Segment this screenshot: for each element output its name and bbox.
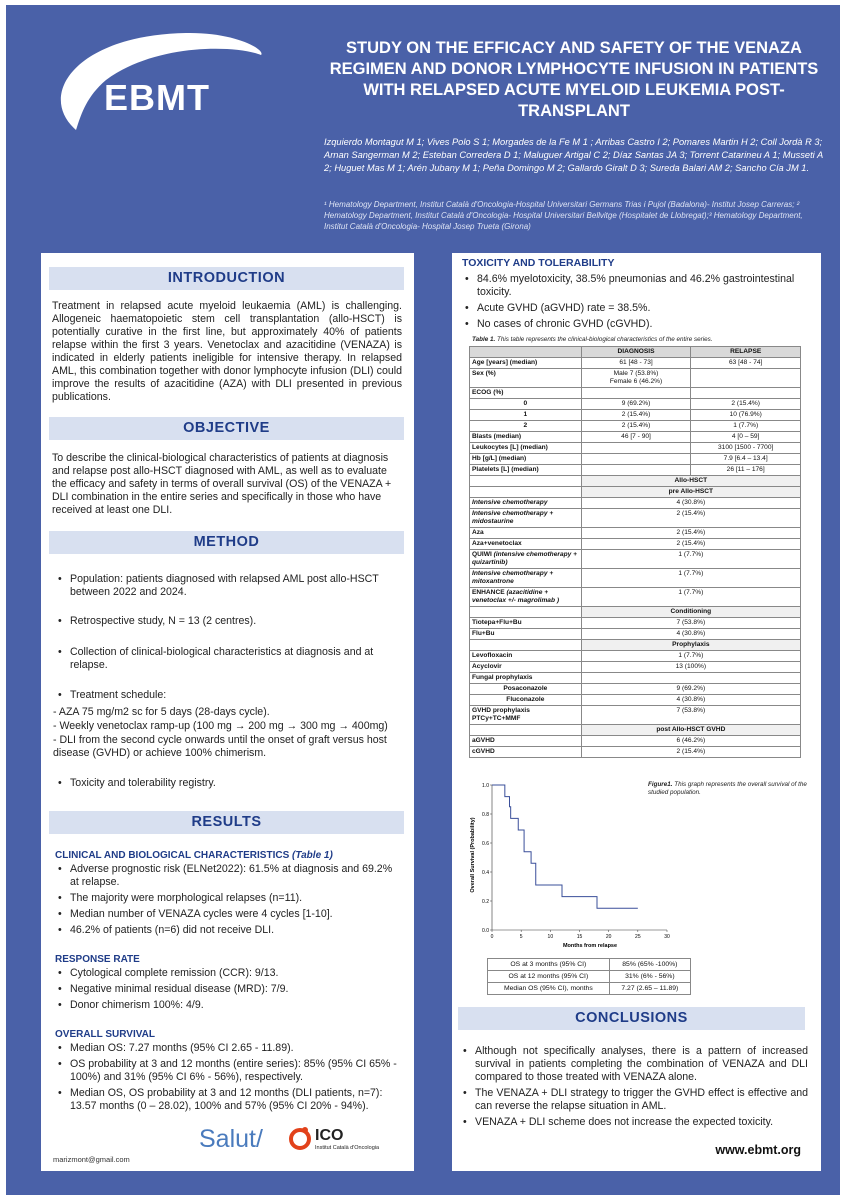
table-header-row: DIAGNOSIS RELAPSE — [470, 347, 801, 358]
y-tick-label: 0.0 — [482, 927, 489, 934]
ico-icon — [287, 1125, 313, 1151]
list-item: • No cases of chronic GVHD (cGVHD). — [462, 318, 812, 331]
list-item: • 84.6% myelotoxicity, 38.5% pneumonias and 46.2% gastrointestinal toxicity. — [462, 273, 812, 299]
ico-subtext: Institut Català d'Oncologia — [315, 1145, 380, 1151]
os-summary-table — [487, 958, 691, 995]
conclusions-list — [460, 1045, 808, 1132]
table-row: Tiotepa+Flu+Bu 7 (53.8%) — [470, 618, 801, 629]
x-tick-label: 15 — [576, 934, 583, 940]
x-tick-label: 30 — [664, 934, 670, 940]
list-item: • OS probability at 3 and 12 months (entire series): 85% (95% CI 65% - 100%) and 31% (95% CI 6% - 56%), respectively. — [55, 1058, 400, 1084]
objective-heading: OBJECTIVE — [49, 417, 404, 440]
os-list — [55, 1042, 400, 1116]
table-1 — [469, 346, 801, 758]
y-tick-label: 0.6 — [482, 840, 489, 847]
chart-ylabel: Overall Survival (Probability) — [470, 817, 476, 893]
ico-logo — [285, 1125, 405, 1155]
toxicity-heading: TOXICITY AND TOLERABILITY — [462, 257, 615, 269]
x-tick-label: 25 — [635, 934, 641, 940]
y-tick-label: 0.4 — [482, 869, 489, 876]
salut-logo: Salut/ — [199, 1125, 263, 1153]
os-subtitle: OVERALL SURVIVAL — [55, 1029, 156, 1040]
method-list-5 — [55, 777, 400, 793]
affiliations: ¹ Hematology Department, Institut Català d'Oncologia-Hospital Universitari Germans Trias i Pujol (Badalona)- Institut Josep Carreras; ² Hematology Department, Institut Català d'Oncologia- Hospital Universitari Bellvitge (Hospitalet de Llobregat);³ Hematology Department, Institut Català d'Oncologia- Hospital Josep Trueta (Girona) — [324, 200, 803, 231]
introduction-heading: INTRODUCTION — [49, 267, 404, 290]
y-tick-label: 0.2 — [482, 898, 489, 905]
chart-xlabel: Months from relapse — [562, 943, 618, 949]
table-row: QUIWI (intensive chemotherapy + quizartinib) 1 (7.7%) — [470, 550, 801, 569]
method-list-3 — [55, 646, 400, 675]
table-row: Aza 2 (15.4%) — [470, 528, 801, 539]
objective-text: To describe the clinical-biological characteristics of patients at diagnosis and relapse post allo-HSCT diagnosed with AML, as well as to evaluate the efficacy and safety in terms of overall survival (OS) of the VENAZA + DLI combination in the entire series and specifically in those who have received at least one DLI. — [52, 452, 392, 516]
table-row: ENHANCE (azacitidine + venetoclax +/- magrolimab ) 1 (7.7%) — [470, 588, 801, 607]
list-item: • Acute GVHD (aGVHD) rate = 38.5%. — [462, 302, 812, 315]
method-item: • Treatment schedule: — [55, 689, 400, 702]
list-item: • Median number of VENAZA cycles were 4 cycles [1-10]. — [55, 908, 400, 921]
table-row: OS at 12 months (95% CI) 31% (6% - 56%) — [488, 971, 691, 983]
response-subtitle: RESPONSE RATE — [55, 954, 140, 965]
method-list-2 — [55, 615, 400, 631]
table-row: cGVHD 2 (15.4%) — [470, 747, 801, 758]
table-row: Fluconazole 4 (30.8%) — [470, 695, 801, 706]
poster — [6, 5, 840, 1195]
table-row: Acyclovir 13 (100%) — [470, 662, 801, 673]
table-row: Sex (%) Male 7 (53.8%) Female 6 (46.2%) — [470, 369, 801, 388]
table-section-row: pre Allo-HSCT — [470, 487, 801, 498]
schedule-dli: - DLI from the second cycle onwards until the onset of graft versus host disease (GVHD) or achieve 100% chimerism. — [53, 734, 387, 759]
x-tick-label: 10 — [547, 934, 554, 940]
conclusions-heading: CONCLUSIONS — [458, 1007, 805, 1030]
table-row: 2 2 (15.4%) 1 (7.7%) — [470, 421, 801, 432]
schedule-venetoclax: - Weekly venetoclax ramp-up (100 mg → 200 mg → 300 mg → 400mg) — [53, 720, 388, 732]
table-row: Age [years] (median) 61 [48 - 73] 63 [48 - 74] — [470, 358, 801, 369]
km-survival-chart — [462, 775, 682, 953]
logo-text: EBMT — [104, 77, 210, 118]
table-row: Intensive chemotherapy + midostaurine 2 (15.4%) — [470, 509, 801, 528]
list-item: • Median OS: 7.27 months (95% CI 2.65 - 11.89). — [55, 1042, 400, 1055]
list-item: • VENAZA + DLI scheme does not increase the expected toxicity. — [460, 1116, 808, 1129]
method-list — [55, 573, 400, 602]
table-row: Median OS (95% CI), months 7.27 (2.65 – 11.89) — [488, 983, 691, 995]
table-row: Hb [g/L] (median) 7.9 [6.4 – 13.4] — [470, 454, 801, 465]
y-tick-label: 0.8 — [482, 811, 489, 818]
x-tick-label: 20 — [605, 934, 612, 940]
method-item: • Population: patients diagnosed with relapsed AML post allo-HSCT between 2022 and 2024. — [55, 573, 400, 599]
toxicity-list — [462, 273, 812, 334]
table-row: Intensive chemotherapy 4 (30.8%) — [470, 498, 801, 509]
x-tick-label: 0 — [490, 934, 494, 940]
left-panel — [41, 253, 414, 1171]
method-heading: METHOD — [49, 531, 404, 554]
list-item: • Adverse prognostic risk (ELNet2022): 61.5% at diagnosis and 69.2% at relapse. — [55, 863, 400, 889]
method-list-4 — [55, 689, 400, 705]
ico-text: ICO — [315, 1127, 344, 1144]
os-step-line — [492, 785, 638, 908]
table-row: Blasts (median) 46 [7 - 90] 4 [0 – 59] — [470, 432, 801, 443]
y-tick-label: 1.0 — [482, 782, 489, 789]
list-item: • Negative minimal residual disease (MRD): 7/9. — [55, 983, 400, 996]
figure-caption: Figure1. This graph represents the overall survival of the studied population. — [648, 781, 807, 796]
table-section-row: post Allo-HSCT GVHD — [470, 725, 801, 736]
table-row: Leukocytes [L] (median) 3100 [1500 - 7700] — [470, 443, 801, 454]
table-row: ECOG (%) — [470, 388, 801, 399]
results-heading: RESULTS — [49, 811, 404, 834]
table-row: aGVHD 6 (46.2%) — [470, 736, 801, 747]
table-row: Posaconazole 9 (69.2%) — [470, 684, 801, 695]
introduction-text: Treatment in relapsed acute myeloid leukaemia (AML) is challenging. Allogeneic haematopoietic stem cell transplantation (allo-HSCT) is potentially curative in the first line, but approximately 40% of patients relapse within the first 3 years. Venetoclax and azacitidine (VENAZA) is indicated in elderly patients ineligible for intensive therapy. In relapsed AML, this combination together with donor lymphocyte infusion (DLI) could improve the results of azacitidine (AZA) with DLI presented in previous publications. — [52, 300, 402, 403]
table-section-row: Prophylaxis — [470, 640, 801, 651]
right-panel — [452, 253, 821, 1171]
table-row: OS at 3 months (95% CI) 85% (65% -100%) — [488, 959, 691, 971]
x-tick-label: 5 — [519, 934, 523, 940]
list-item: • Donor chimerism 100%: 4/9. — [55, 999, 400, 1012]
table-row: Intensive chemotherapy + mitoxantrone 1 (7.7%) — [470, 569, 801, 588]
list-item: • Although not specifically analyses, there is a pattern of increased survival in patients completing the combination of VENAZA and DLI compared to those treated with VENAZA alone. — [460, 1045, 808, 1084]
table-row: Flu+Bu 4 (30.8%) — [470, 629, 801, 640]
contact-email[interactable]: marizmont@gmail.com — [53, 1155, 130, 1164]
method-item: • Collection of clinical-biological characteristics at diagnosis and at relapse. — [55, 646, 400, 672]
method-item: • Toxicity and tolerability registry. — [55, 777, 400, 790]
list-item: • 46.2% of patients (n=6) did not receive DLI. — [55, 924, 400, 937]
table-row: Platelets [L] (median) 26 [11 – 176] — [470, 465, 801, 476]
clinical-list — [55, 863, 400, 940]
authors: Izquierdo Montagut M 1; Vives Polo S 1; Morgades de la Fe M 1 ; Arribas Castro I 2; Pomares Martin H 2; Coll Jordà R 3; Arnan Sangerman M 2; Esteban Corredera D 1; Maluguer Artigal C 2; Díaz Santas JA 3; Torrent Catarineu A 1; Musseti A 2; Huguet Mas M 1; Arén Jubany M 1; Peña Domingo M 2; Gallardo Giralt D 3; Sureda Balari AM 2; Sancho Cía JM 1. — [324, 137, 823, 173]
table-row: 1 2 (15.4%) 10 (76.9%) — [470, 410, 801, 421]
table-row: Levofloxacin 1 (7.7%) — [470, 651, 801, 662]
table-row: GVHD prophylaxis PTCy+TC+MMF 7 (53.8%) — [470, 706, 801, 725]
table-section-row: Conditioning — [470, 607, 801, 618]
list-item: • Cytological complete remission (CCR): 9/13. — [55, 967, 400, 980]
list-item: • The VENAZA + DLI strategy to trigger the GVHD effect is effective and can reverse the relapse situation in AML. — [460, 1087, 808, 1113]
table-caption: Table 1. This table represents the clinical-biological characteristics of the entire series. — [472, 336, 713, 343]
table-section-row: Allo-HSCT — [470, 476, 801, 487]
table-row: Aza+venetoclax 2 (15.4%) — [470, 539, 801, 550]
clinical-subtitle: CLINICAL AND BIOLOGICAL CHARACTERISTICS (Table 1) — [55, 850, 333, 861]
response-list — [55, 967, 400, 1015]
method-item: • Retrospective study, N = 13 (2 centres). — [55, 615, 400, 628]
schedule-aza: - AZA 75 mg/m2 sc for 5 days (28-days cycle). — [53, 706, 270, 718]
poster-title: STUDY ON THE EFFICACY AND SAFETY OF THE VENAZA REGIMEN AND DONOR LYMPHOCYTE INFUSION IN PATIENTS WITH RELAPSED ACUTE MYELOID LEUKEMIA POST-TRANSPLANT — [329, 39, 819, 120]
website-link[interactable]: www.ebmt.org — [715, 1143, 801, 1157]
table-row: 0 9 (69.2%) 2 (15.4%) — [470, 399, 801, 410]
list-item: • The majority were morphological relapses (n=11). — [55, 892, 400, 905]
list-item: • Median OS, OS probability at 3 and 12 months (DLI patients, n=7): 13.57 months (0 – 28.02), 100% and 57% (95% CI 20% - 94%). — [55, 1087, 400, 1113]
table-row: Fungal prophylaxis — [470, 673, 801, 684]
